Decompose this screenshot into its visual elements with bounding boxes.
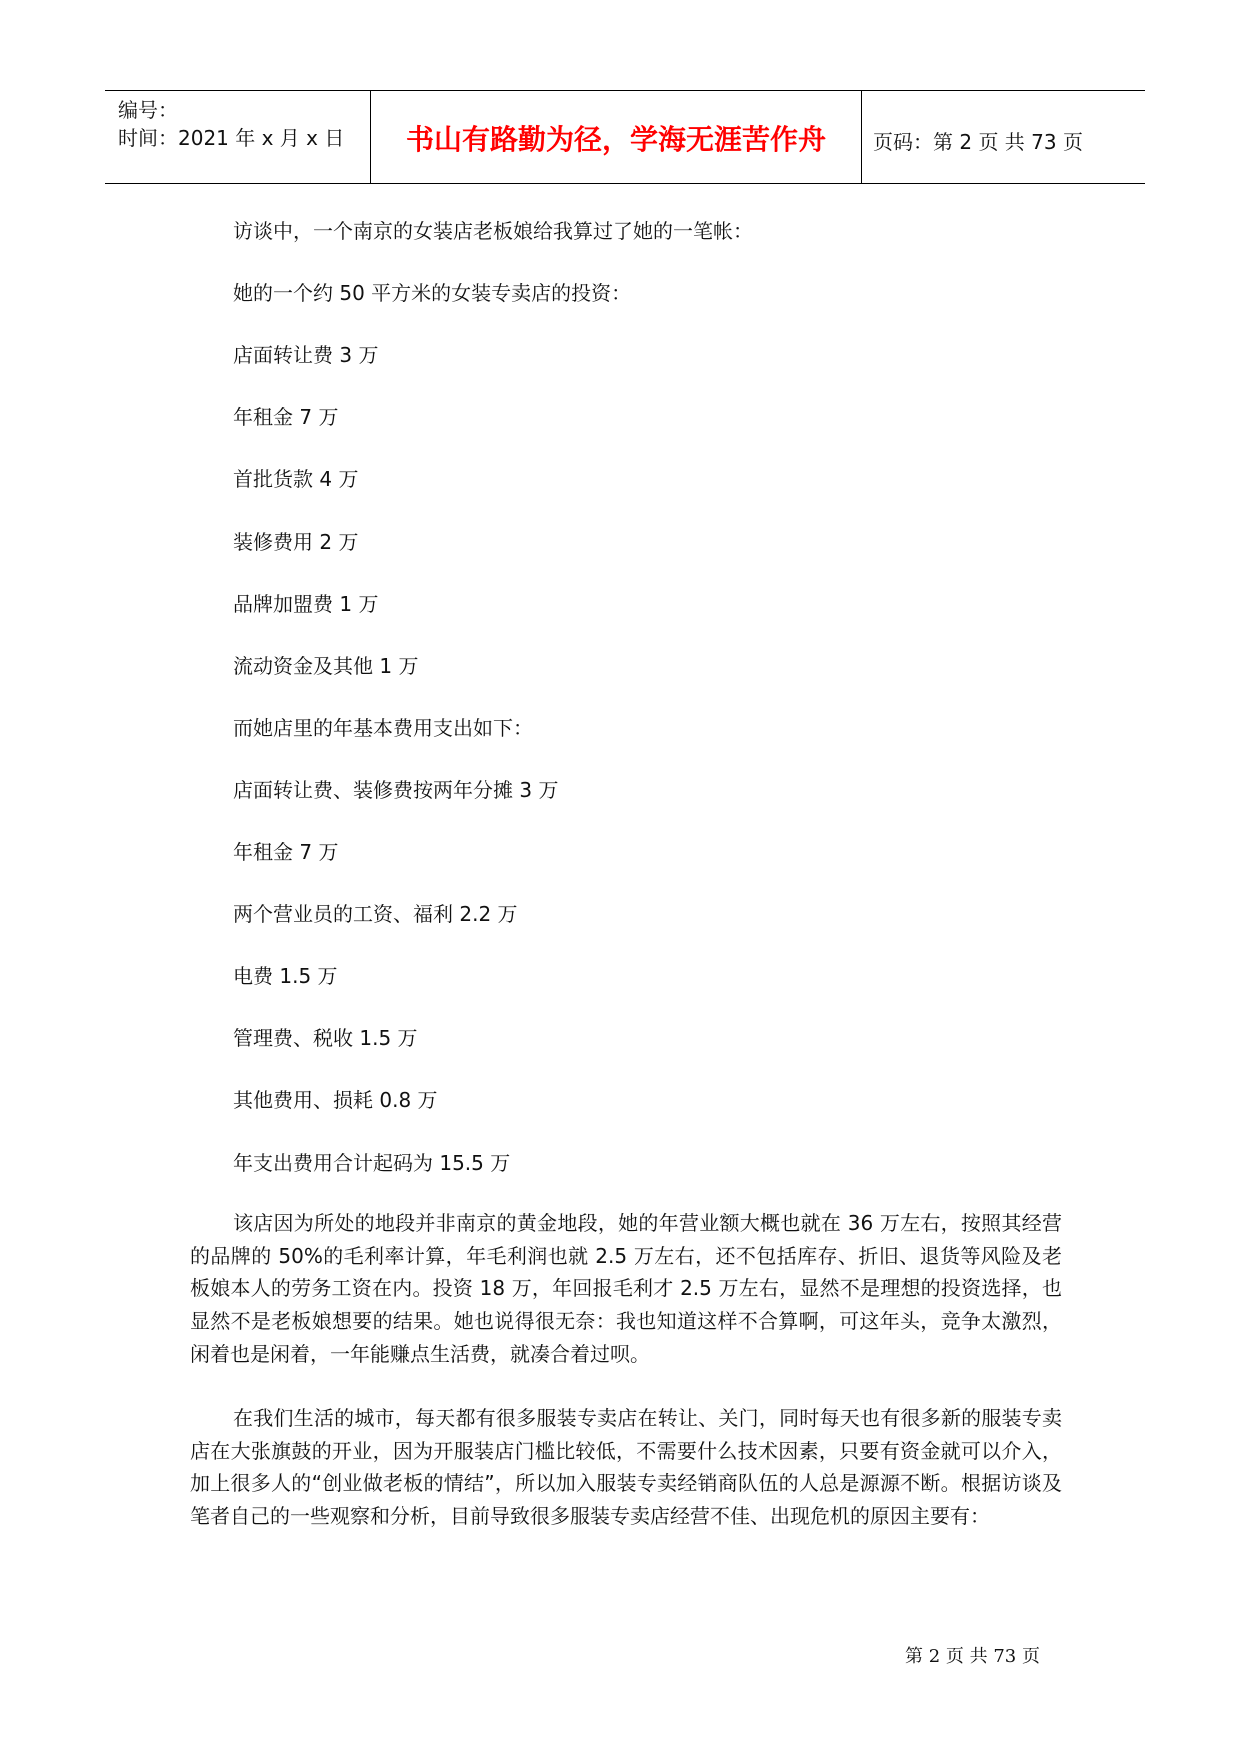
header-divider [370, 90, 371, 184]
text-line: 访谈中，一个南京的女装店老板娘给我算过了她的一笔帐： [233, 219, 753, 243]
text-line: 其他费用、损耗 0.8 万 [233, 1088, 438, 1113]
text-line: 流动资金及其他 1 万 [233, 653, 419, 678]
header-bottom-rule [105, 183, 1145, 184]
header-top-rule [105, 90, 1145, 91]
text-line: 而她店里的年基本费用支出如下： [233, 715, 533, 740]
header-divider [861, 90, 862, 184]
text-line: 店面转让费、装修费按两年分摊 3 万 [233, 777, 559, 802]
number-label: 编号： [118, 98, 178, 122]
motto: 书山有路勤为径，学海无涯苦作舟 [405, 123, 826, 156]
text-line: 装修费用 2 万 [233, 529, 359, 554]
text-line: 年租金 7 万 [233, 840, 339, 864]
page-label: 页码：第 2 页 共 73 页 [873, 130, 1083, 154]
text-line: 管理费、税收 1.5 万 [233, 1026, 418, 1051]
paragraph: 该店因为所处的地段并非南京的黄金地段，她的年营业额大概也就在 36 万左右，按照其经营的品牌的 50%的毛利率计算，年毛利润也就 2.5 万左右，还不包括库存、折旧、退货等风险及老板娘本人的劳务工资在内。投资 18 万，年回报毛利才 2.5 万左右，显然不是理想的投资选择，也显然不是老板娘想要的结果。她也说得很无奈：我也知道这样不合算啊，可这年头，竞争太激烈，闲着也是闲着，一年能赚点生活费，就凑合着过呗。 [190, 1211, 1062, 1366]
text-line: 店面转让费 3 万 [233, 343, 379, 368]
text-line: 她的一个约 50 平方米的女装专卖店的投资： [233, 281, 632, 306]
text-line: 年租金 7 万 [233, 405, 339, 430]
text-line: 首批货款 4 万 [233, 467, 359, 492]
text-line: 电费 1.5 万 [233, 964, 338, 989]
page-footer: 第 2 页 共 73 页 [905, 1646, 1040, 1667]
text-line: 两个营业员的工资、福利 2.2 万 [233, 902, 518, 927]
text-line: 年支出费用合计起码为 15.5 万 [233, 1150, 511, 1175]
time-label: 时间：2021 年 x 月 x 日 [118, 126, 345, 150]
paragraph: 在我们生活的城市，每天都有很多服装专卖店在转让、关门，同时每天也有很多新的服装专卖店在大张旗鼓的开业，因为开服装店门槛比较低，不需要什么技术因素，只要有资金就可以介入，加上很多人的“创业做老板的情结”，所以加入服装专卖经销商队伍的人总是源源不断。根据访谈及笔者自己的一些观察和分析，目前导致很多服装专卖店经营不佳、出现危机的原因主要有： [190, 1406, 1062, 1529]
text-line: 品牌加盟费 1 万 [233, 591, 379, 616]
